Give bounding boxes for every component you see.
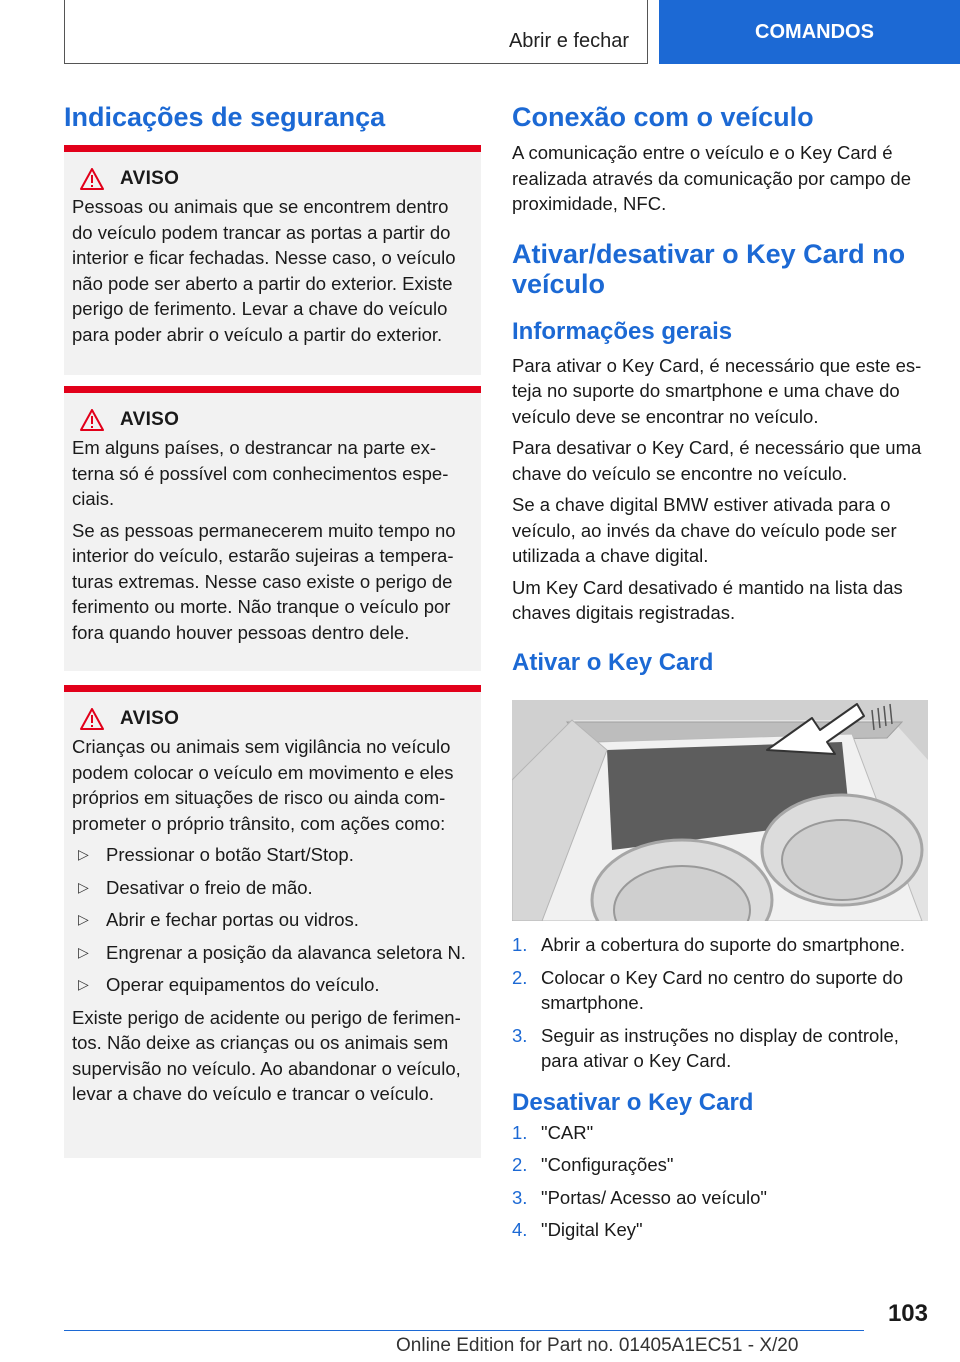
header-chapter-label: COMANDOS — [755, 20, 874, 43]
list-item — [512, 932, 930, 958]
right-column — [512, 100, 930, 678]
step-number: 4. — [512, 1219, 528, 1240]
warning-text: Crianças ou animais sem vigilância no veículo podem colocar o veículo em movimento e eles próprios em situações de risco ou ainda com- prometer o próprio trânsito, com ações como: — [72, 736, 454, 834]
activate-steps-block — [512, 932, 930, 1250]
page-number: 103 — [887, 1300, 928, 1327]
info-paragraph: Para desativar o Key Card, é necessário que uma chave do veículo se encontre no veículo. — [512, 437, 922, 484]
activate-deactivate-title: Ativar/desativar o Key Card no veículo — [512, 238, 906, 299]
warning-header — [72, 708, 473, 730]
step-text: Abrir a cobertura do suporte do smartphone. — [541, 934, 906, 955]
triangle-bullet-icon: ▷ — [78, 976, 89, 992]
list-item — [512, 1023, 930, 1074]
info-paragraph: Para ativar o Key Card, é necessário que este es- teja no suporte do smartphone e uma chave do veículo deve se encontrar no veículo. — [512, 354, 922, 427]
smartphone-holder-image — [512, 700, 928, 921]
header-chapter-tab — [659, 0, 960, 64]
smartphone-holder-illustration — [512, 700, 928, 921]
triangle-bullet-icon: ▷ — [78, 911, 89, 927]
connection-text: A comunicação entre o veículo e o Key Card é realizada através da comunicação por campo de proximidade, NFC. — [512, 142, 912, 214]
activate-key-card-title: Ativar o Key Card — [512, 648, 714, 676]
list-item — [72, 907, 473, 933]
list-item-text: Pressionar o botão Start/Stop. — [106, 844, 354, 865]
list-item — [72, 940, 473, 966]
list-item — [72, 875, 473, 901]
warning-header — [72, 409, 473, 431]
warning-header — [72, 168, 473, 190]
info-paragraph: Um Key Card desativado é mantido na lista das chaves digitais registradas. — [512, 576, 903, 623]
footer-edition: Online Edition for Part no. 01405A1EC51 - X/20 — [396, 1335, 799, 1356]
warning-text: Pessoas ou animais que se encontrem dentro do veículo podem trancar as portas a partir do interior e ficar fechadas. Nesse caso, o veículo não pode ser aberto a partir do exterior. Existe perigo de ferimento. Levar a chave do veículo para poder abrir o veículo a partir do exterior. — [72, 196, 456, 345]
list-item — [72, 842, 473, 868]
list-item — [512, 965, 930, 1016]
footer-divider — [64, 1330, 864, 1331]
triangle-bullet-icon: ▷ — [78, 846, 89, 862]
warning-text: Em alguns países, o destrancar na parte ex- terna só é possível com conhecimentos espe- ciais. — [72, 437, 449, 509]
warning-text: Se as pessoas permanecerem muito tempo no interior do veículo, estarão sujeiras a tempera- turas extremas. Nesse caso existe o perigo de ferimento ou morte. Não tranque o veículo por fora quando houver pessoas dentro dele. — [72, 519, 456, 643]
step-number: 2. — [512, 966, 528, 988]
step-text: "Digital Key" — [541, 1219, 643, 1240]
list-item-text: Abrir e fechar portas ou vidros. — [106, 909, 359, 930]
general-info-title: Informações gerais — [512, 317, 733, 345]
step-number: 2. — [512, 1154, 528, 1175]
triangle-bullet-icon: ▷ — [78, 878, 89, 895]
step-text: "Configurações" — [541, 1154, 674, 1175]
list-item — [512, 1120, 930, 1146]
warning-box-1 — [64, 145, 481, 375]
step-text: Colocar o Key Card no centro do suporte do smartphone. — [541, 966, 903, 1013]
warning-box-3 — [64, 685, 481, 1158]
info-paragraph: Se a chave digital BMW estiver ativada para o veículo, ao invés da chave do veículo pode ser utilizada a chave digital. — [512, 494, 897, 566]
deactivate-key-card-title: Desativar o Key Card — [512, 1088, 754, 1116]
step-number: 3. — [512, 1024, 528, 1046]
triangle-bullet-icon: ▷ — [78, 943, 89, 960]
step-number: 1. — [512, 934, 528, 955]
list-item — [512, 1217, 930, 1243]
list-item-text: Engrenar a posição da alavanca seletora N. — [106, 941, 466, 963]
list-item-text: Desativar o freio de mão. — [106, 876, 313, 898]
list-item-text: Operar equipamentos do veículo. — [106, 974, 380, 995]
warning-label: AVISO — [120, 708, 180, 729]
activate-steps-list — [512, 932, 930, 1074]
safety-title: Indicações de segurança — [64, 102, 386, 132]
warning-label: AVISO — [120, 409, 180, 430]
step-number: 1. — [512, 1121, 528, 1143]
left-column — [64, 100, 481, 134]
warning-triangle-icon — [80, 708, 104, 730]
list-item — [72, 972, 473, 998]
step-text: "CAR" — [541, 1121, 594, 1143]
step-number: 3. — [512, 1186, 528, 1208]
header-section-box — [64, 0, 648, 64]
list-item — [512, 1185, 930, 1211]
warning-triangle-icon — [80, 168, 104, 190]
list-item — [512, 1152, 930, 1178]
warning-box-2 — [64, 386, 481, 671]
step-text: Seguir as instruções no display de controle, para ativar o Key Card. — [541, 1024, 899, 1071]
warning-label: AVISO — [120, 168, 180, 189]
deactivate-steps-list — [512, 1120, 930, 1243]
warning-text: Existe perigo de acidente ou perigo de ferimen- tos. Não deixe as crianças ou os animais sem supervisão no veículo. Ao abandonar o veículo, levar a chave do veículo e trancar o veículo. — [72, 1006, 461, 1104]
step-text: "Portas/ Acesso ao veículo" — [541, 1186, 768, 1208]
connection-title: Conexão com o veículo — [512, 102, 814, 132]
header-section-title: Abrir e fechar — [508, 30, 629, 52]
warning-triangle-icon — [80, 409, 104, 431]
